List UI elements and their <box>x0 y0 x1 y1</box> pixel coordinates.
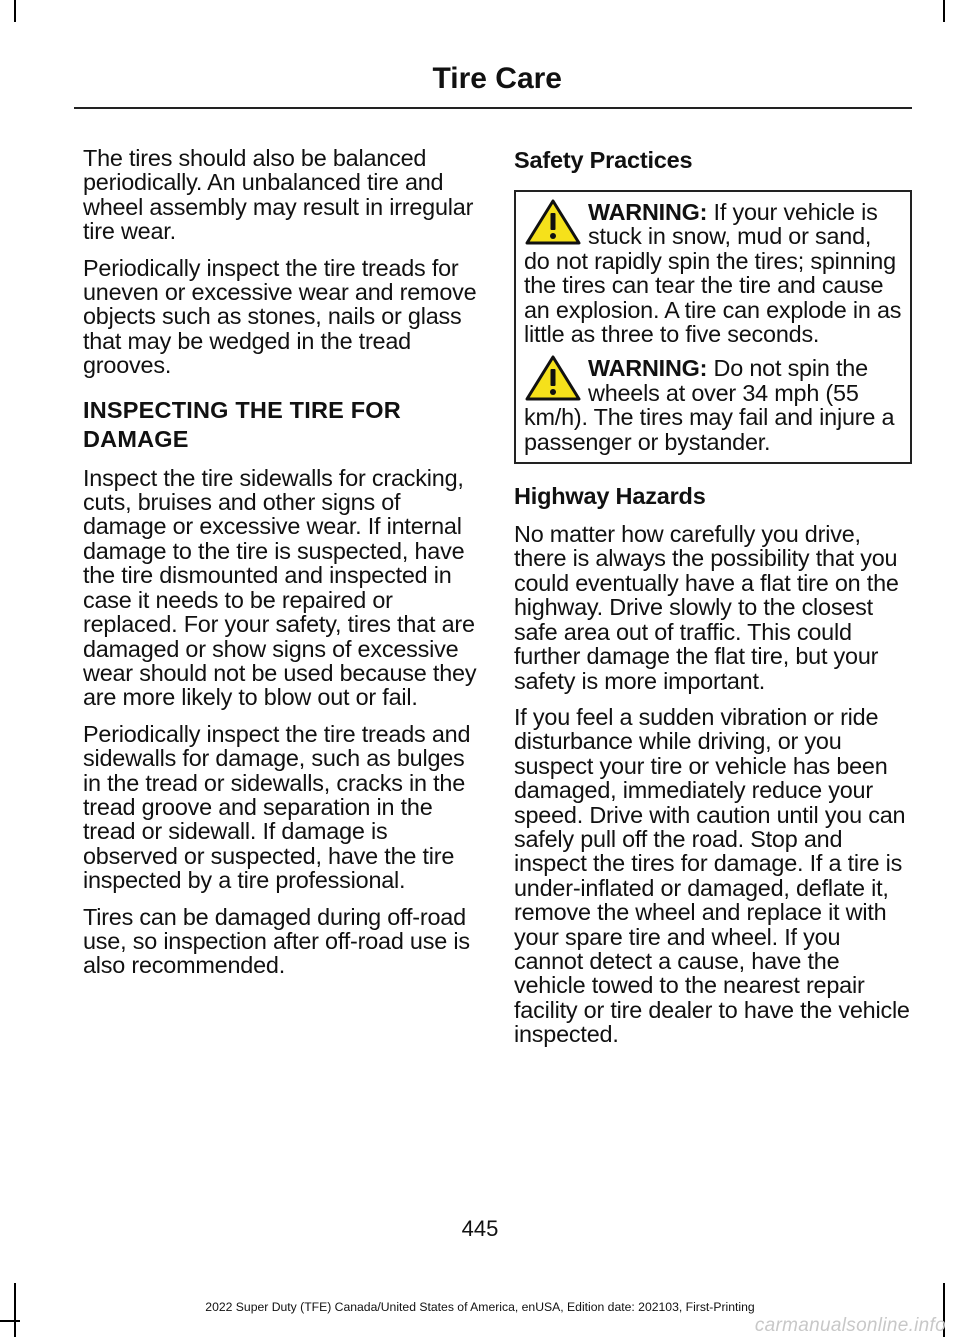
warning-spin-stuck <box>524 200 902 346</box>
warning-text: If your vehicle is stuck in snow, mud or sand, do not rapidly spin the tires; spinning the tires can tear the tire and cause an explosion. A tire can explode in as little as three to five seconds. <box>524 199 902 348</box>
section-heading-safety: Safety Practices <box>514 147 693 173</box>
section-heading-highway: Highway Hazards <box>514 483 706 510</box>
paragraph-vibration: If you feel a sudden vibration or ride disturbance while driving, or you suspect your tire or vehicle has been damaged, immediately reduce your speed. Drive with caution until you can safely pull off the road. Stop and inspect the tires for damage. If a tire is under-inflated or damaged, deflate it, remove the wheel and replace it with your spare tire and wheel. If you cannot detect a cause, have the vehicle towed to the nearest repair facility or tire dealer to have the vehicle inspected. <box>514 703 910 1048</box>
section-heading-inspecting <box>83 396 481 454</box>
header-divider <box>74 107 912 109</box>
heading-line-2: DAMAGE <box>83 425 189 452</box>
warning-box <box>514 190 912 464</box>
warning-label: WARNING: <box>588 355 708 382</box>
crop-mark-top-left <box>14 0 16 22</box>
edition-line: 2022 Super Duty (TFE) Canada/United States of America, enUSA, Edition date: 202103, First-Printing <box>205 1300 755 1314</box>
warning-triangle-icon <box>524 198 582 246</box>
paragraph-balancing: The tires should also be balanced periodically. An unbalanced tire and wheel assembly may result in irregular tire wear. <box>83 145 474 245</box>
warning-label: WARNING: <box>588 199 708 225</box>
heading-line-1: INSPECTING THE TIRE FOR <box>83 396 401 423</box>
warning-triangle-icon <box>524 354 582 402</box>
right-column <box>514 146 912 1059</box>
warning-text: Do not spin the wheels at over 34 mph (55 km/h). The tires may fail and injure a passenger or bystander. <box>524 355 895 455</box>
paragraph-bulges: Periodically inspect the tire treads and sidewalls for damage, such as bulges in the tread or sidewalls, cracks in the tread groove and separation in the tread or sidewall. If damage is observed or suspected, have the tire inspected by a tire professional. <box>83 720 471 894</box>
paragraph-flat-tire: No matter how carefully you drive, there is always the possibility that you could eventually have a flat tire on the highway. Drive slowly to the closest safe area out of traffic. This could further damage the flat tire, but your safety is more important. <box>514 521 899 694</box>
warning-spin-speed <box>524 356 902 454</box>
left-column <box>83 146 481 990</box>
paragraph-inspect-treads: Periodically inspect the tire treads for uneven or excessive wear and remove objects such as stones, nails or glass that may be wedged in the tread grooves. <box>83 254 477 379</box>
paragraph-off-road: Tires can be damaged during off-road use, so inspection after off-road use is also recommended. <box>83 903 470 979</box>
page-number: 445 <box>461 1216 499 1241</box>
watermark: carmanualsonline.info <box>754 1315 946 1336</box>
paragraph-sidewalls: Inspect the tire sidewalls for cracking, cuts, bruises and other signs of damage or excessive wear. If internal damage to the tire is suspected, have the tire dismounted and inspected in case it needs to be repaired or replaced. For your safety, tires that are damaged or show signs of excessive wear should not be used because they are more likely to blow out or fail. <box>83 464 477 711</box>
crop-mark-bottom-left-h <box>0 1320 20 1322</box>
page-title: Tire Care <box>432 62 562 95</box>
crop-mark-top-right <box>943 0 945 22</box>
